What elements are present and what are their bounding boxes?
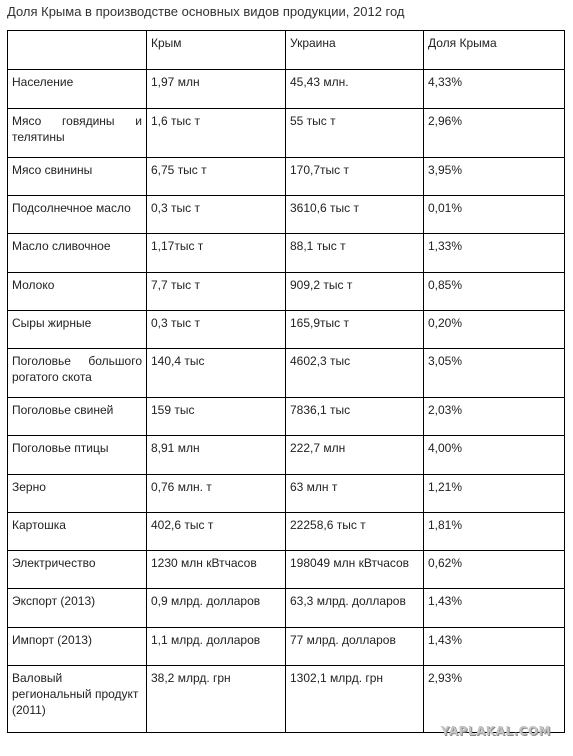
row-label: Мясо свинины xyxy=(8,158,147,196)
header-cell-item xyxy=(8,31,147,70)
row-label: Экспорт (2013) xyxy=(8,589,147,628)
crimea-share: 4,00% xyxy=(424,436,565,475)
crimea-value: 0,76 млн. т xyxy=(147,475,286,513)
table-row xyxy=(8,551,565,589)
table-row xyxy=(8,70,565,109)
ukraine-value: 77 млрд. долларов xyxy=(286,628,424,666)
crimea-value: 140,4 тыс xyxy=(147,349,286,398)
crimea-value: 6,75 тыс т xyxy=(147,158,286,196)
ukraine-value: 88,1 тыс т xyxy=(286,234,424,273)
crimea-share: 2,93% xyxy=(424,666,565,733)
header-cell-ukraine: Украина xyxy=(286,31,424,70)
row-label: Подсолнечное масло xyxy=(8,196,147,234)
table-row xyxy=(8,628,565,666)
ukraine-value: 1302,1 млрд. грн xyxy=(286,666,424,733)
crimea-share: 3,05% xyxy=(424,349,565,398)
crimea-value: 1,97 млн xyxy=(147,70,286,109)
ukraine-value: 55 тыс т xyxy=(286,109,424,158)
row-label: Сыры жирные xyxy=(8,311,147,349)
crimea-share: 1,81% xyxy=(424,513,565,551)
table-row xyxy=(8,513,565,551)
table-row xyxy=(8,589,565,628)
crimea-value: 402,6 тыс т xyxy=(147,513,286,551)
crimea-share: 1,43% xyxy=(424,589,565,628)
table-row xyxy=(8,666,565,733)
row-label: Молоко xyxy=(8,273,147,311)
table-row xyxy=(8,311,565,349)
row-label: Поголовье свиней xyxy=(8,398,147,436)
row-label: Мясо говядины и телятины xyxy=(8,109,147,158)
ukraine-value: 63,3 млрд. долларов xyxy=(286,589,424,628)
crimea-value: 1230 млн кВтчасов xyxy=(147,551,286,589)
crimea-value: 7,7 тыс т xyxy=(147,273,286,311)
crimea-share: 2,03% xyxy=(424,398,565,436)
row-label: Картошка xyxy=(8,513,147,551)
crimea-value: 0,3 тыс т xyxy=(147,311,286,349)
watermark-logo: YAPLAKAL.COM xyxy=(440,724,551,738)
crimea-share: 0,62% xyxy=(424,551,565,589)
crimea-value: 0,3 тыс т xyxy=(147,196,286,234)
row-label: Масло сливочное xyxy=(8,234,147,273)
ukraine-value: 3610,6 тыс т xyxy=(286,196,424,234)
row-label: Поголовье большого рогатого скота xyxy=(8,349,147,398)
crimea-value: 1,6 тыс т xyxy=(147,109,286,158)
ukraine-value: 909,2 тыс т xyxy=(286,273,424,311)
header-cell-share: Доля Крыма xyxy=(424,31,565,70)
ukraine-value: 198049 млн кВтчасов xyxy=(286,551,424,589)
crimea-share: 1,33% xyxy=(424,234,565,273)
crimea-share: 4,33% xyxy=(424,70,565,109)
ukraine-value: 4602,3 тыс xyxy=(286,349,424,398)
table-row xyxy=(8,475,565,513)
crimea-value: 1,17тыс т xyxy=(147,234,286,273)
table-row xyxy=(8,234,565,273)
row-label: Поголовье птицы xyxy=(8,436,147,475)
ukraine-value: 63 млн т xyxy=(286,475,424,513)
row-label: Электричество xyxy=(8,551,147,589)
row-label: Зерно xyxy=(8,475,147,513)
ukraine-value: 45,43 млн. xyxy=(286,70,424,109)
crimea-share: 2,96% xyxy=(424,109,565,158)
table-row xyxy=(8,349,565,398)
table-header-row xyxy=(8,31,565,70)
row-label: Валовый региональный продукт (2011) xyxy=(8,666,147,733)
ukraine-value: 7836,1 тыс xyxy=(286,398,424,436)
row-label: Импорт (2013) xyxy=(8,628,147,666)
table-row xyxy=(8,158,565,196)
table-row xyxy=(8,398,565,436)
crimea-value: 38,2 млрд. грн xyxy=(147,666,286,733)
row-label: Население xyxy=(8,70,147,109)
table-row xyxy=(8,196,565,234)
crimea-value: 1,1 млрд. долларов xyxy=(147,628,286,666)
ukraine-value: 222,7 млн xyxy=(286,436,424,475)
ukraine-value: 165,9тыс т xyxy=(286,311,424,349)
crimea-share: 0,20% xyxy=(424,311,565,349)
table-row xyxy=(8,273,565,311)
production-share-table xyxy=(7,30,565,733)
crimea-value: 159 тыс xyxy=(147,398,286,436)
crimea-share: 1,21% xyxy=(424,475,565,513)
crimea-share: 0,85% xyxy=(424,273,565,311)
table-row xyxy=(8,436,565,475)
ukraine-value: 22258,6 тыс т xyxy=(286,513,424,551)
header-cell-crimea: Крым xyxy=(147,31,286,70)
ukraine-value: 170,7тыс т xyxy=(286,158,424,196)
crimea-value: 8,91 млн xyxy=(147,436,286,475)
table-row xyxy=(8,109,565,158)
crimea-value: 0,9 млрд. долларов xyxy=(147,589,286,628)
crimea-share: 3,95% xyxy=(424,158,565,196)
crimea-share: 1,43% xyxy=(424,628,565,666)
page-title: Доля Крыма в производстве основных видов продукции, 2012 год xyxy=(7,4,405,19)
crimea-share: 0,01% xyxy=(424,196,565,234)
